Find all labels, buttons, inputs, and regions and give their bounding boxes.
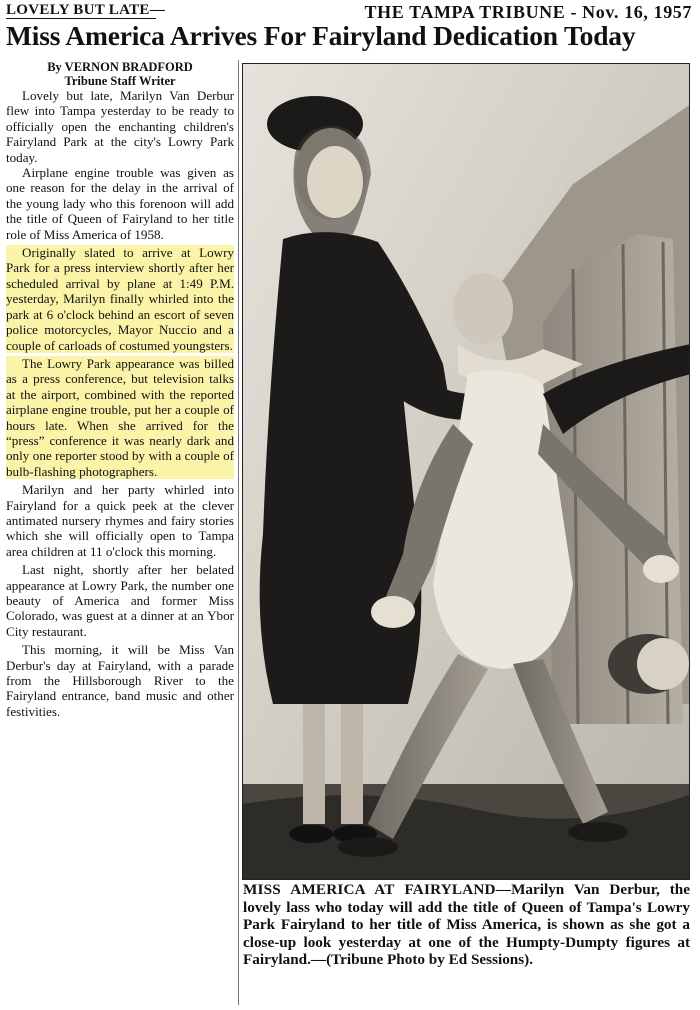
masthead: THE TAMPA TRIBUNE - Nov. 16, 1957 [364, 2, 692, 22]
headline: Miss America Arrives For Fairyland Dedication Today [6, 20, 636, 51]
article-column [6, 60, 234, 719]
caption-body: Marilyn Van Derbur, the lovely lass who today will add the title of Queen of Tampa's Lowry Park Fairyland to her title of Miss America, is shown as she got a close-up look yesterday at one of the Humpty-Dumpty figures at Fairyland.—(Tribune Photo by Ed Sessions). [243, 881, 690, 969]
article-paragraph-highlighted: The Lowry Park appearance was billed as a press conference, but television talks at the airport, combined with the reported airplane engine trouble, put her a couple of hours late. When she arrived for the “press” conference it was nearly dark and only one reporter stood by with a couple of bulb-flashing photographers. [6, 355, 234, 479]
article-paragraph: Airplane engine trouble was given as one reason for the delay in the arrival of the young lady who this forenoon will add the title of Queen of Fairyland to her title role of Miss America of 1958. [6, 165, 234, 242]
caption-head: MISS AMERICA AT FAIRYLAND— [243, 881, 512, 898]
kicker-rule [6, 18, 156, 19]
photo-caption [243, 881, 690, 969]
photo-illustration [243, 64, 690, 880]
article-paragraph: Lovely but late, Marilyn Van Derbur flew into Tampa yesterday to be ready to officially open the enchanting children's Fairyland Park at the city's Lowry Park today. [6, 88, 234, 165]
article-paragraph-highlighted: Originally slated to arrive at Lowry Park for a press interview shortly after her scheduled arrival by plane at 1:49 P.M. yesterday, Marilyn finally whirled into the park at 6 o'clock behind an escort of seven police motorcycles, Mayor Nuccio and a couple of carloads of costumed youngsters. [6, 245, 234, 353]
column-rule [238, 60, 239, 1005]
article-paragraph: Marilyn and her party whirled into Fairyland for a quick peek at the clever antimated nursery rhymes and fairy stories which she will officially open to Tampa area children at 11 o'clock this morning. [6, 482, 234, 559]
article-paragraph: This morning, it will be Miss Van Derbur's day at Fairyland, with a parade from the Hillsborough River to the Fairyland entrance, band music and other festivities. [6, 642, 234, 719]
article-paragraph: Last night, shortly after her belated appearance at Lowry Park, the number one beauty of America and former Miss Colorado, was guest at a dinner at an Ybor City restaurant. [6, 562, 234, 639]
news-photo [242, 63, 690, 880]
kicker: LOVELY BUT LATE— [6, 2, 166, 18]
byline-title: Tribune Staff Writer [64, 74, 176, 88]
byline [6, 60, 234, 88]
byline-author: By VERNON BRADFORD [47, 60, 193, 74]
